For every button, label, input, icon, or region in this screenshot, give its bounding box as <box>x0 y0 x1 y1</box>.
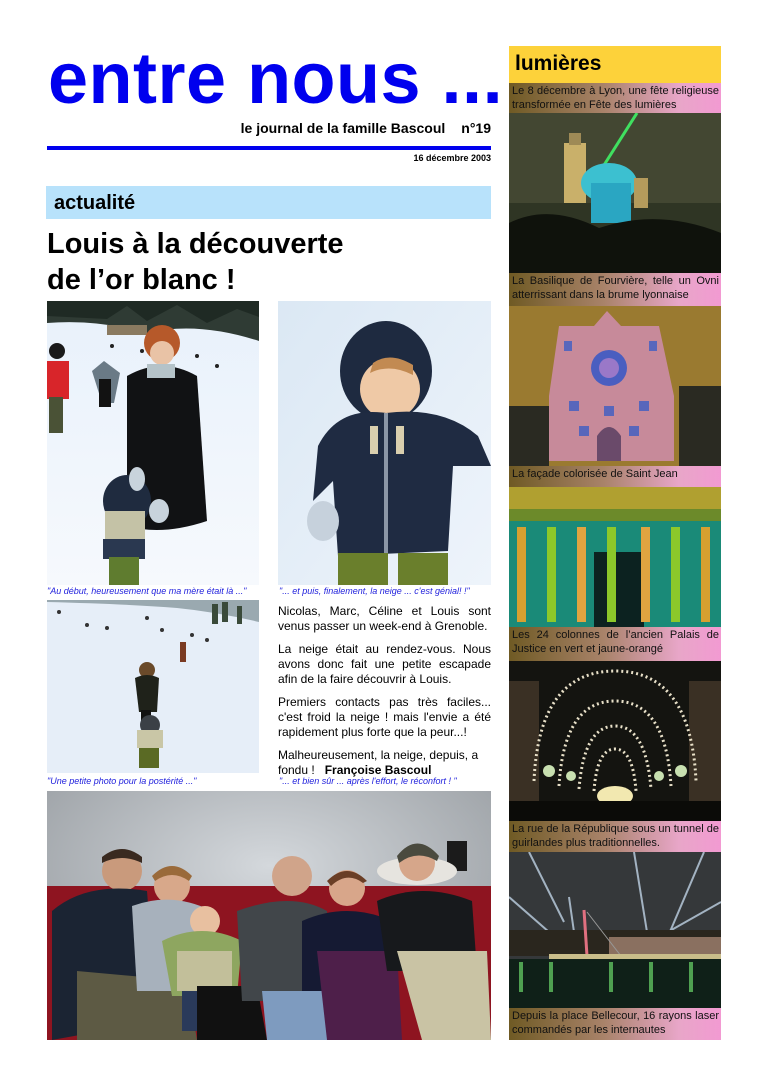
sidebar-caption <box>509 1008 721 1040</box>
article-headline <box>47 226 344 298</box>
journal-name: le journal de la famille Bascoul <box>240 120 446 136</box>
masthead-rule <box>47 146 491 150</box>
sidebar-title: lumières <box>515 52 602 75</box>
article-author: Françoise Bascoul <box>324 763 432 777</box>
sidebar-caption <box>509 83 721 113</box>
article-paragraph: Malheureusement, la neige, depuis, a fondu ! <box>278 748 479 777</box>
article-paragraph: La neige était au rendez-vous. Nous avons donc fait une petite escapade afin de la faire découvrir à Louis. <box>278 642 491 686</box>
article-body <box>278 604 491 786</box>
photo-fourviere-basilica <box>509 113 721 273</box>
sidebar-caption <box>509 466 721 487</box>
article-paragraph: Premiers contacts pas très faciles... c'est froid la neige ! mais l'envie a été rapidement plus forte que la peur...! <box>278 695 491 739</box>
masthead-title: entre nous ... <box>48 39 504 119</box>
section-label: actualité <box>54 192 136 214</box>
photo-bellecour-lasers <box>509 852 721 1008</box>
article-paragraph-last <box>278 748 491 778</box>
sidebar-caption-text: Les 24 colonnes de l’ancien Palais de Justice en vert et jaune-orangé <box>512 629 719 655</box>
photo-child-in-snow <box>278 301 491 585</box>
photo-on-snowy-slope <box>47 600 259 773</box>
headline-line-2: de l’or blanc ! <box>47 264 236 296</box>
article-paragraph: Nicolas, Marc, Céline et Louis sont venus passer un week-end à Grenoble. <box>278 604 491 633</box>
photo-palais-de-justice <box>509 487 721 627</box>
sidebar-caption <box>509 821 721 852</box>
headline-line-1: Louis à la découverte <box>47 228 344 260</box>
photo-caption: "Une petite photo pour la postérité ..." <box>47 776 197 786</box>
sidebar-caption-text: La rue de la République sous un tunnel de guirlandes plus traditionnelles. <box>512 823 719 849</box>
sidebar-caption <box>509 273 721 306</box>
photo-saint-jean-facade <box>509 306 721 466</box>
photo-caption: "... et bien sûr ... après l'effort, le réconfort ! " <box>279 776 457 786</box>
issue-number: n°19 <box>461 120 491 136</box>
sidebar-caption-text: Depuis la place Bellecour, 16 rayons laser commandés par les internautes <box>512 1010 719 1036</box>
photo-family-on-sofa <box>47 791 491 1040</box>
masthead-subtitle <box>47 120 491 136</box>
sidebar-caption-text: Le 8 décembre à Lyon, une fête religieuse transformée en Fête des lumières <box>512 85 719 111</box>
photo-mother-and-child <box>47 301 259 585</box>
photo-rue-de-la-republique <box>509 661 721 821</box>
photo-caption: "Au début, heureusement que ma mère était là ..." <box>47 586 247 596</box>
sidebar-caption <box>509 627 721 661</box>
sidebar-caption-text: La façade colorisée de Saint Jean <box>512 468 678 480</box>
issue-date: 16 décembre 2003 <box>413 153 491 163</box>
photo-caption: "... et puis, finalement, la neige ... c'est génial! !" <box>279 586 470 596</box>
sidebar-caption-text: La Basilique de Fourvière, telle un Ovni atterrissant dans la brume lyonnaise <box>512 275 719 301</box>
